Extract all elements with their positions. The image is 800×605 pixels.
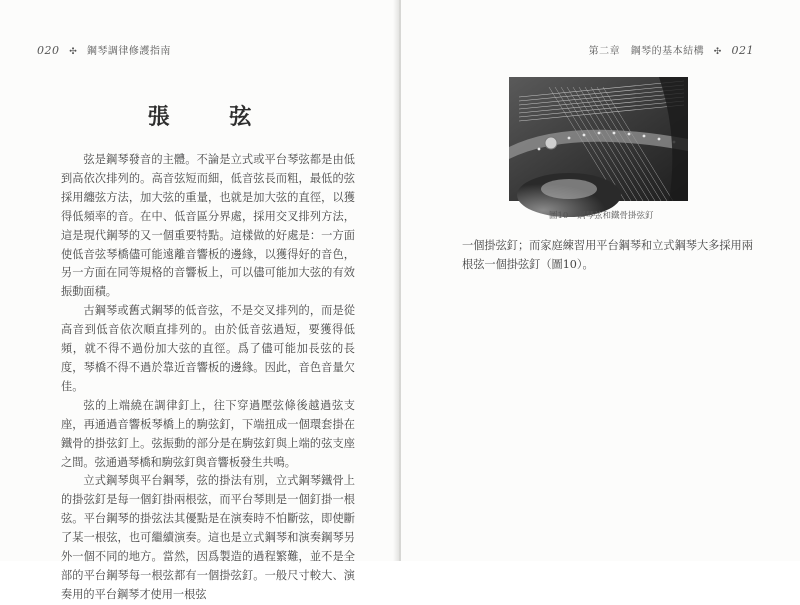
paragraph: 弦的上端繞在調律釘上，往下穿過壓弦條後越過弦支座，再通過音響板琴橋上的駒弦釘，下端扭成一個環套掛在鐵骨的掛弦釘上。弦振動的部分是在駒弦釘與上端的弦支座之間。弦通過琴橋和駒弦釘與音響板發生共鳴。 bbox=[61, 398, 355, 469]
left-running-title: 鋼琴調律修護指南 bbox=[86, 46, 171, 57]
figure-label: 圖10 bbox=[549, 211, 569, 221]
left-body-text bbox=[61, 151, 355, 605]
paragraph: 古鋼琴或舊式鋼琴的低音弦，不是交叉排列的，而是從高音到低音依次順直排列的。由於低音弦過短，要獲得低頻，就不得不過份加大弦的直徑。爲了儘可能加長弦的長度，琴橋不得不過於靠近音響板的邊緣。因此，音色音量欠佳。 bbox=[61, 304, 355, 393]
left-page bbox=[0, 0, 399, 601]
left-page-number: 020 bbox=[37, 44, 60, 57]
figure-caption bbox=[549, 209, 654, 221]
left-running-head bbox=[37, 42, 171, 57]
figure-caption-text: 鋼琴弦和鐵骨掛弦釘 bbox=[577, 211, 654, 221]
paragraph: 一個掛弦釘；而家庭練習用平台鋼琴和立式鋼琴大多採用兩根弦一個掛弦釘（圖10）。 bbox=[462, 239, 753, 271]
right-running-title: 第二章 鋼琴的基本結構 bbox=[588, 46, 705, 57]
paragraph: 弦是鋼琴發音的主體。不論是立式或平台琴弦都是由低到高依次排列的。高音弦短而細，低音弦長而粗，最低的弦採用纏弦方法，加大弦的重量，也就是加大弦的直徑，以獲得低頻率的音。在中、低音區分界處，採用交叉排列方法，這是現代鋼琴的又一個重要特點。這樣做的好處是：一方面使低音弦琴橋儘可能遠離音響板的邊緣，以獲得好的音色，另一方面在同等規格的音響板上，可以儘可能加大弦的有效振動面積。 bbox=[61, 153, 355, 299]
right-body-text bbox=[462, 236, 762, 274]
piano-strings-photo bbox=[509, 77, 688, 201]
ornament-icon: ✣ bbox=[713, 47, 722, 57]
right-running-head bbox=[589, 42, 754, 57]
section-title: 張 弦 bbox=[147, 104, 278, 130]
right-page-number: 021 bbox=[731, 44, 754, 57]
right-page bbox=[401, 0, 800, 561]
ornament-icon: ✣ bbox=[69, 47, 78, 57]
paragraph: 立式鋼琴與平台鋼琴，弦的掛法有別，立式鋼琴鐵骨上的掛弦釘是每一個釘掛兩根弦，而平台琴則是一個釘掛一根弦。平台鋼琴的掛弦法其優點是在演奏時不怕斷弦，即使斷了某一根弦，也可繼續演奏。這也是立式鋼琴和演奏鋼琴另外一個不同的地方。當然，因爲製造的過程繁難，並不是全部的平台鋼琴每一根弦都有一個掛弦釘。一般尺寸較大、演奏用的平台鋼琴才使用一根弦 bbox=[61, 474, 355, 601]
piano-strings-photo-icon bbox=[509, 77, 688, 201]
